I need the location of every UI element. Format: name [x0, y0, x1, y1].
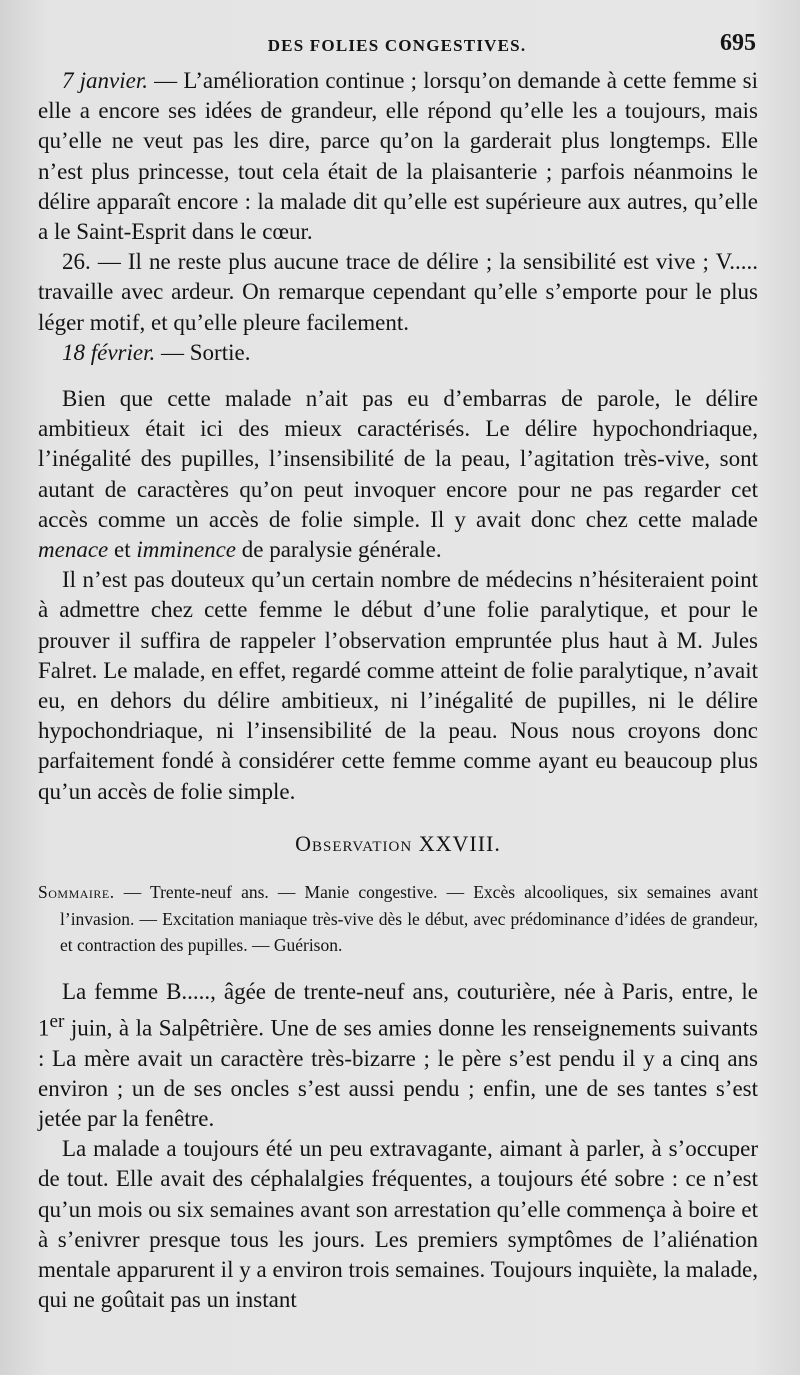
paragraph-26 — [38, 247, 758, 338]
paragraph-text: La femme B....., âgée de trente-neuf ans, couturière, née à Paris, entre, le 1 — [38, 978, 758, 1041]
paragraph-february — [38, 338, 758, 368]
page-header — [38, 30, 756, 64]
superscript: er — [49, 1010, 65, 1032]
running-head: DES FOLIES CONGESTIVES. — [267, 36, 527, 55]
paragraph-text: Bien que cette malade n’ait pas eu d’embarras de parole, le délire ambitieux était ici des mieux caractérisés. Le délire hypochondriaque, l’inégalité des pupilles, l’insensibilité de la peau, l’agitation très-vive, sont autant de caractères qu’on peut invoquer encore pour ne pas regarder cet accès comme un accès de folie simple. Il y avait donc chez cette malade — [38, 386, 758, 532]
observation-title: Observation XXVIII. — [295, 830, 501, 856]
paragraph-case-intro — [38, 977, 758, 1135]
summary-label: Sommaire. — [38, 882, 115, 903]
paragraph-text: de paralysie générale. — [236, 537, 442, 563]
italic-term: menace — [38, 537, 109, 563]
summary-text: — Trente-neuf ans. — Manie congestive. — Excès alcooliques, six semaines avant l’invasion. — Excitation maniaque très-vive dès le début, avec prédominance d’idées de grandeur, et contraction des pupilles. — Guérison. — [60, 882, 758, 956]
page-number: 695 — [720, 30, 756, 56]
date-label: 18 février. — [62, 339, 156, 365]
paragraph-falret — [38, 565, 758, 807]
summary — [38, 879, 758, 959]
date-label: 7 janvier. — [62, 68, 149, 93]
paragraph-commentary — [38, 384, 758, 565]
body-text — [38, 66, 758, 1315]
paragraph-january — [38, 66, 758, 247]
paragraph-text: La malade a toujours été un peu extravagante, aimant à parler, à s’occuper de tout. Elle avait des céphalalgies fréquentes, a toujours été sobre : ce n’est qu’un mois ou six semaines avant son arrestation qu’elle commença à boire et à s’enivrer presque tous les jours. Les premiers symptômes de l’aliénation mentale apparurent il y a environ trois semaines. Toujours inquiète, la malade, qui ne goûtait pas un instant — [38, 1136, 758, 1313]
paragraph-text: — Sortie. — [155, 339, 251, 365]
spacer — [38, 368, 758, 384]
paragraph-text: 26. — Il ne reste plus aucune trace de délire ; la sensibilité est vive ; V..... travaille avec ardeur. On remarque cependant qu’elle s’emporte pour le plus léger motif, et qu’elle pleure facilement. — [38, 249, 758, 335]
paragraph-text: Il n’est pas douteux qu’un certain nombre de médecins n’hésiteraient point à admettre chez cette femme le début d’une folie paralytique, et pour le prouver il suffira de rappeler l’observation empruntée plus haut à M. Jules Falret. Le malade, en effet, regardé comme atteint de folie paralytique, n’avait eu, en dehors du délire ambitieux, ni l’inégalité de pupilles, ni le délire hypochondriaque, ni l’insensibilité de la peau. Nous nous croyons donc parfaitement fondé à considérer cette femme comme ayant eu beaucoup plus qu’un accès de folie simple. — [38, 567, 758, 804]
paragraph-case-history — [38, 1134, 758, 1315]
italic-term: imminence — [136, 537, 236, 563]
paragraph-text: juin, à la Salpêtrière. Une de ses amies donne les renseignements suivants : La mère avait un caractère très-bizarre ; le père s’est pendu il y a cinq ans environ ; un de ses oncles s’est aussi pendu ; enfin, une de ses tantes s’est jetée par la fenêtre. — [38, 1015, 758, 1132]
paragraph-text: — L’amélioration continue ; lorsqu’on demande à cette femme si elle a encore ses idées de grandeur, elle répond qu’elle les a toujours, mais qu’elle ne veut pas les dire, parce qu’on la garderait plus longtemps. Elle n’est plus princesse, tout cela était de la plaisanterie ; parfois néanmoins le délire apparaît encore : la malade dit qu’elle est supérieure aux autres, qu’elle a le Saint-Esprit dans le cœur. — [38, 68, 758, 245]
paragraph-text: et — [108, 537, 137, 563]
